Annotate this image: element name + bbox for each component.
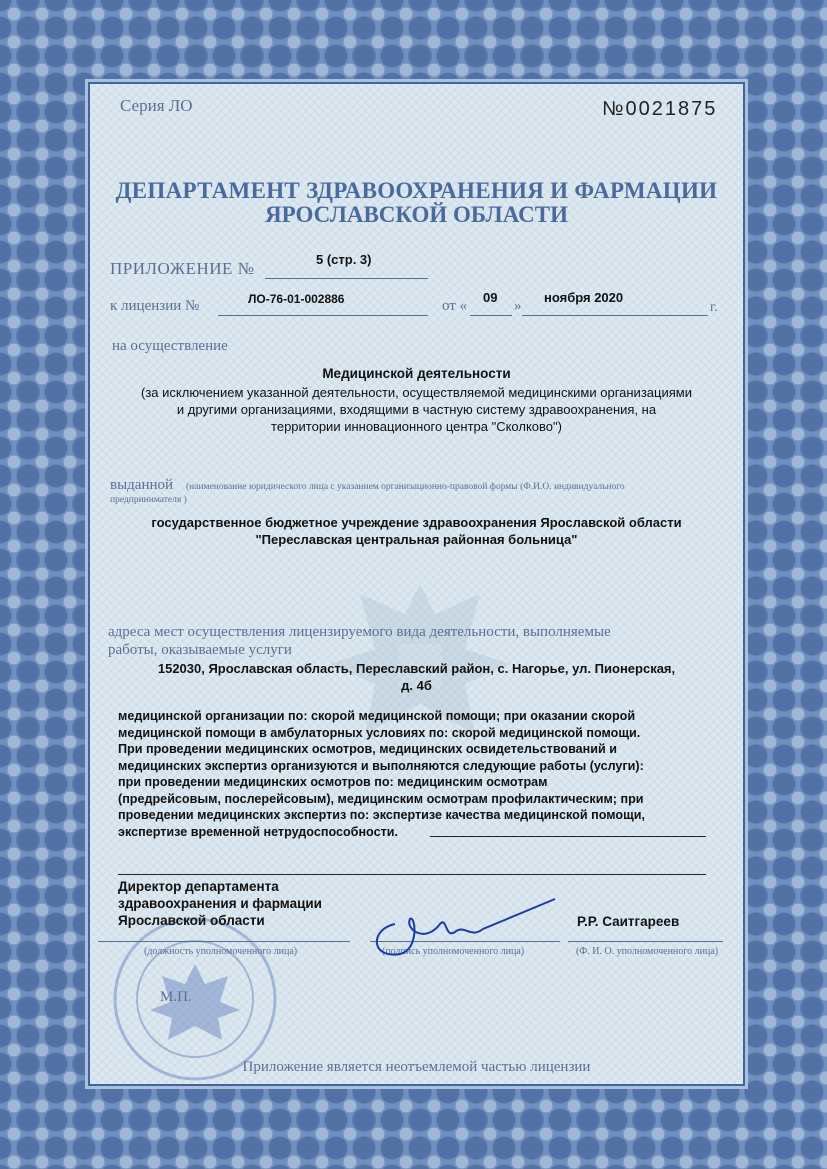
license-label: к лицензии № <box>110 298 200 314</box>
signer-position-line2: здравоохранения и фармации <box>118 896 322 911</box>
services-line: При проведении медицинских осмотров, медицинских освидетельствований и <box>118 742 618 756</box>
license-form-number: №0021875 <box>602 98 718 120</box>
address-label-line2: работы, оказываемые услуги <box>108 642 292 658</box>
license-day-line <box>470 315 512 316</box>
position-hint: (должность уполномоченного лица) <box>144 946 298 957</box>
services-blank-line <box>118 874 706 875</box>
department-title-line2: ЯРОСЛАВСКОЙ ОБЛАСТИ <box>264 202 569 227</box>
name-hint: (Ф. И. О. уполномоченного лица) <box>576 946 719 957</box>
activity-desc-line3: территории инновационного центра "Сколково") <box>271 419 562 434</box>
services-line: проведении медицинских экспертиз по: экспертизе качества медицинской помощи, <box>118 808 645 822</box>
signer-position-line3: Ярославской области <box>118 913 265 928</box>
services-line: медицинских экспертиз организуются и выполняются следующие работы (услуги): <box>118 758 644 773</box>
license-quote-close: » <box>514 298 522 314</box>
appendix-number: 5 (стр. 3) <box>316 252 372 267</box>
services-line: при проведении медицинских осмотров по: медицинским осмотрам <box>118 775 548 789</box>
services-line: экспертизе временной нетрудоспособности. <box>118 824 398 839</box>
issued-hint-line2: предпринимателя ) <box>110 495 187 505</box>
services-end-line <box>430 836 706 837</box>
footer-note: Приложение является неотъемлемой частью лицензии <box>242 1059 591 1075</box>
position-line <box>98 941 350 942</box>
activity-desc-line2: и другими организациями, входящими в частную систему здравоохранения, на <box>176 402 657 417</box>
activity-title: Медицинской деятельности <box>322 366 511 381</box>
issued-hint-line1: (наименование юридического лица с указанием организационно-правовой формы (Ф.И.О. индивидуального <box>186 482 625 492</box>
address-value-line2: д. 4б <box>401 678 432 693</box>
license-number: ЛО-76-01-002886 <box>248 292 345 306</box>
services-line: (предрейсовым, послерейсовым), медицинским осмотрам профилактическим; при <box>118 791 644 806</box>
activity-label: на осуществление <box>112 338 228 354</box>
activity-desc-line1: (за исключением указанной деятельности, осуществляемой медицинскими организациями <box>141 385 692 400</box>
department-title-line1: ДЕПАРТАМЕНТ ЗДРАВООХРАНЕНИЯ И ФАРМАЦИИ <box>115 178 718 203</box>
license-year-suffix: г. <box>710 300 718 315</box>
stamp-place-label: М.П. <box>160 989 192 1005</box>
address-label-line1: адреса мест осуществления лицензируемого вида деятельности, выполняемые <box>108 624 611 640</box>
appendix-line <box>265 278 428 279</box>
issued-label: выданной <box>110 477 174 493</box>
license-date-line <box>522 315 708 316</box>
signer-position-line1: Директор департамента <box>118 879 279 894</box>
handwritten-signature <box>365 884 565 964</box>
organization-name-line1: государственное бюджетное учреждение здравоохранения Ярославской области <box>151 515 682 530</box>
organization-name-line2: "Переславская центральная районная больница" <box>255 532 578 547</box>
address-value-line1: 152030, Ярославская область, Переславский район, с. Нагорье, ул. Пионерская, <box>157 661 676 676</box>
license-month-year: ноября 2020 <box>544 290 624 305</box>
services-text <box>118 708 713 840</box>
services-line: медицинской помощи в амбулаторных условиях по: скорой медицинской помощи. <box>118 725 641 740</box>
appendix-label: ПРИЛОЖЕНИЕ № <box>110 259 255 278</box>
name-line <box>568 941 723 942</box>
signature-hint: (подпись уполномоченного лица) <box>382 946 525 957</box>
license-day: 09 <box>483 290 498 305</box>
signer-name: Р.Р. Саитгареев <box>577 914 680 929</box>
license-from-label: от « <box>442 298 468 314</box>
license-number-line <box>218 315 428 316</box>
document-body <box>88 82 745 1086</box>
services-line: медицинской организации по: скорой медицинской помощи; при оказании скорой <box>118 709 636 723</box>
series-label: Серия ЛО <box>120 96 193 115</box>
